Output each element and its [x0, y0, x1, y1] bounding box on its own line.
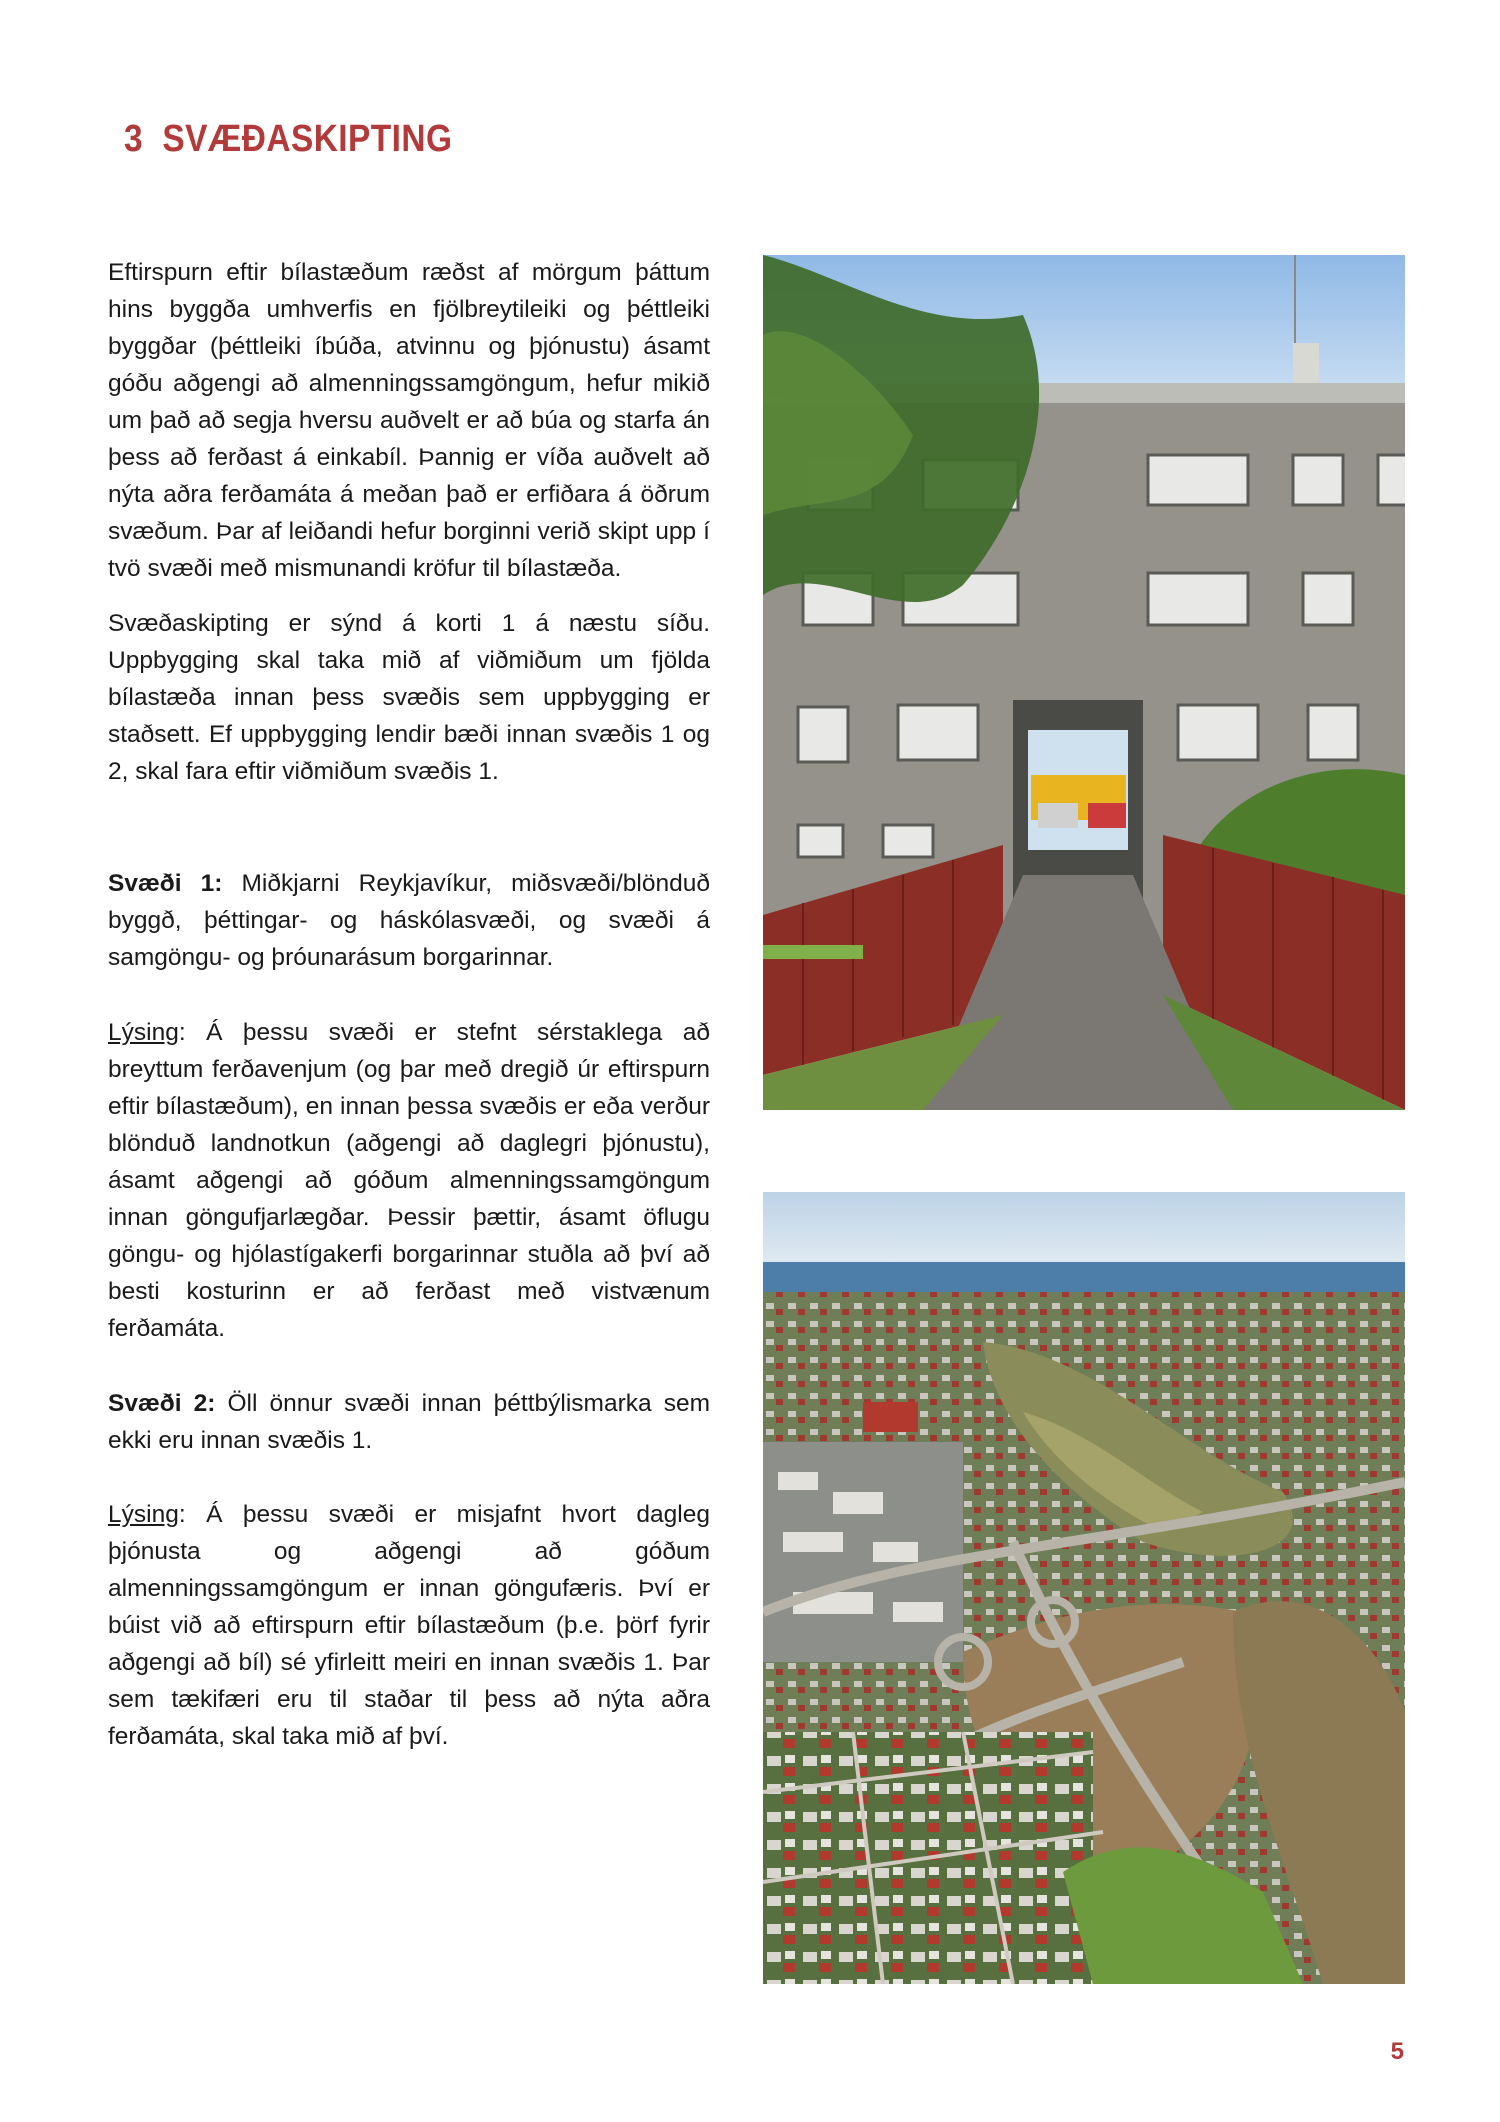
intro-text-2: Svæðaskipting er sýnd á korti 1 á næstu síðu. Uppbygging skal taka mið af viðmiðum um fjölda bílastæða innan þess svæðis sem uppbygging er staðsett. Ef uppbygging lendir bæði innan svæðis 1 og 2, skal fara eftir viðmiðum svæðis 1. — [108, 610, 710, 785]
section-heading — [124, 118, 452, 161]
zone2-definition — [108, 1385, 710, 1459]
zone1-desc-text: : Á þessu svæði er stefnt sérstaklega að breyttum ferðavenjum (og þar með dregið úr eftirspurn eftir bílastæðum), en innan þessa svæðis er eða verður blönduð landnotkun (aðgengi að daglegri þjónustu), ásamt aðgengi að góðum almenningssamgöngum innan göngufjarlægðar. Þessir þættir, ásamt öflugu göngu- og hjólastígakerfi borgarinnar stuðla að því að besti kosturinn er að ferðast með vistvænum ferðamáta. — [108, 1019, 710, 1342]
section-number: 3 — [124, 118, 144, 160]
zone2-text: Öll önnur svæði innan þéttbýlismarka sem ekki eru innan svæðis 1. — [108, 1390, 710, 1454]
building-photo — [763, 255, 1405, 1110]
intro-paragraph-2 — [108, 605, 710, 790]
zone2-description — [108, 1496, 710, 1755]
zone1-description — [108, 1014, 710, 1347]
zone1-desc-label: Lýsing — [108, 1019, 179, 1046]
zone2-label: Svæði 2: — [108, 1390, 216, 1417]
zone2-desc-label: Lýsing — [108, 1501, 179, 1528]
intro-paragraph-1 — [108, 254, 710, 587]
section-title: SVÆÐASKIPTING — [162, 118, 453, 160]
intro-text-1: Eftirspurn eftir bílastæðum ræðst af mörgum þáttum hins byggða umhverfis en fjölbreytileiki og þéttleiki byggðar (þéttleiki íbúða, atvinnu og þjónustu) ásamt góðu aðgengi að almenningssamgöngum, hefur mikið um það að segja hversu auðvelt er að búa og starfa án þess að ferðast á einkabíl. Þannig er víða auðvelt að nýta aðra ferðamáta á meðan það er erfiðara á öðrum svæðum. Þar af leiðandi hefur borginni verið skipt upp í tvö svæði með mismunandi kröfur til bílastæða. — [108, 259, 710, 582]
page-number: 5 — [1390, 2038, 1404, 2065]
zone1-label: Svæði 1: — [108, 870, 223, 897]
zone2-desc-text: : Á þessu svæði er misjafnt hvort dagleg þjónusta og aðgengi að góðum almenningssamgöngum er innan göngufæris. Því er búist við að eftirspurn eftir bílastæðum (þ.e. þörf fyrir aðgengi að bíl) sé yfirleitt meiri en innan svæðis 1. Þar sem tækifæri eru til staðar til þess að nýta aðra ferðamáta, skal taka mið af því. — [108, 1501, 710, 1750]
zone1-definition — [108, 865, 710, 976]
aerial-photo — [763, 1192, 1405, 1984]
zone1-text: Miðkjarni Reykjavíkur, miðsvæði/blönduð byggð, þéttingar- og háskólasvæði, og svæði á samgöngu- og þróunarásum borgarinnar. — [108, 870, 710, 971]
